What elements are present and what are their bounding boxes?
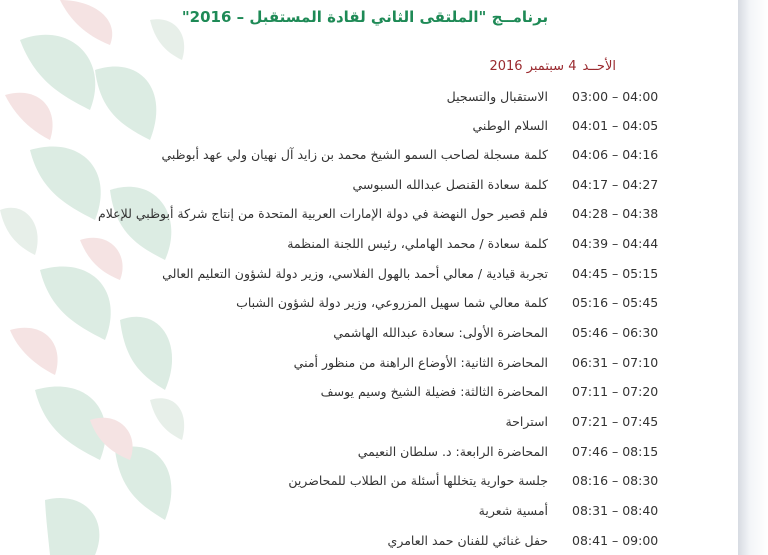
schedule-time: 08:41 – 09:00 [572, 533, 659, 548]
page-edge-shadow [738, 0, 768, 555]
schedule-time: 08:31 – 08:40 [572, 503, 659, 518]
program-title: برنامــج "الملتقى الثاني لقادة المستقبل – 2016" [181, 8, 549, 26]
schedule-row [0, 355, 738, 375]
schedule-row [0, 414, 738, 434]
schedule-time: 04:39 – 04:44 [572, 236, 659, 251]
schedule-description: استراحة [505, 414, 548, 429]
schedule-row [0, 295, 738, 315]
schedule-description: تجربة قيادية / معالي أحمد بالهول الفلاسي، وزير دولة لشؤون التعليم العالي [162, 266, 548, 281]
schedule-row [0, 533, 738, 553]
schedule-time: 04:28 – 04:38 [572, 206, 659, 221]
schedule-description: أمسية شعرية [478, 503, 548, 518]
schedule-row [0, 177, 738, 197]
schedule-row [0, 89, 738, 109]
schedule-time: 07:11 – 07:20 [572, 384, 659, 399]
schedule-time: 07:46 – 08:15 [572, 444, 659, 459]
schedule-row [0, 384, 738, 404]
schedule-description: الاستقبال والتسجيل [446, 89, 548, 104]
schedule-time: 07:21 – 07:45 [572, 414, 659, 429]
schedule-time: 08:16 – 08:30 [572, 473, 659, 488]
schedule-description: كلمة سعادة القنصل عبدالله السبوسي [352, 177, 548, 192]
schedule-row [0, 325, 738, 345]
schedule-time: 05:16 – 05:45 [572, 295, 659, 310]
schedule-time: 04:01 – 04:05 [572, 118, 659, 133]
schedule-time: 05:46 – 06:30 [572, 325, 659, 340]
schedule-description: المحاضرة الثانية: الأوضاع الراهنة من منظور أمني [293, 355, 548, 370]
schedule-row [0, 118, 738, 138]
schedule-row [0, 236, 738, 256]
event-date [489, 59, 616, 74]
schedule-row [0, 147, 738, 167]
schedule-description: المحاضرة الرابعة: د. سلطان النعيمي [357, 444, 548, 459]
event-date-value: 4 سبتمبر 2016 [489, 59, 577, 74]
schedule-time: 04:45 – 05:15 [572, 266, 659, 281]
schedule-time: 04:17 – 04:27 [572, 177, 659, 192]
schedule-description: فلم قصير حول النهضة في دولة الإمارات العربية المتحدة من إنتاج شركة أبوظبي للإعلام [97, 206, 548, 221]
schedule-description: كلمة مسجلة لصاحب السمو الشيخ محمد بن زايد آل نهيان ولي عهد أبوظبي [161, 147, 548, 162]
schedule-description: حفل غنائي للفنان حمد العامري [387, 533, 548, 548]
schedule-row [0, 473, 738, 493]
schedule-description: المحاضرة الثالثة: فضيلة الشيخ وسيم يوسف [320, 384, 548, 399]
schedule-time: 03:00 – 04:00 [572, 89, 659, 104]
schedule-description: كلمة سعادة / محمد الهاملي، رئيس اللجنة المنظمة [287, 236, 548, 251]
schedule-time: 06:31 – 07:10 [572, 355, 659, 370]
schedule-description: السلام الوطني [472, 118, 548, 133]
schedule-description: جلسة حوارية يتخللها أسئلة من الطلاب للمحاضرين [288, 473, 548, 488]
event-day: الأحــد [582, 59, 616, 74]
schedule-row [0, 503, 738, 523]
schedule-description: كلمة معالي شما سهيل المزروعي، وزير دولة لشؤون الشباب [236, 295, 548, 310]
schedule-time: 04:06 – 04:16 [572, 147, 659, 162]
schedule-description: المحاضرة الأولى: سعادة عبدالله الهاشمي [333, 325, 548, 340]
schedule-row [0, 444, 738, 464]
schedule-row [0, 266, 738, 286]
schedule-row [0, 206, 738, 226]
